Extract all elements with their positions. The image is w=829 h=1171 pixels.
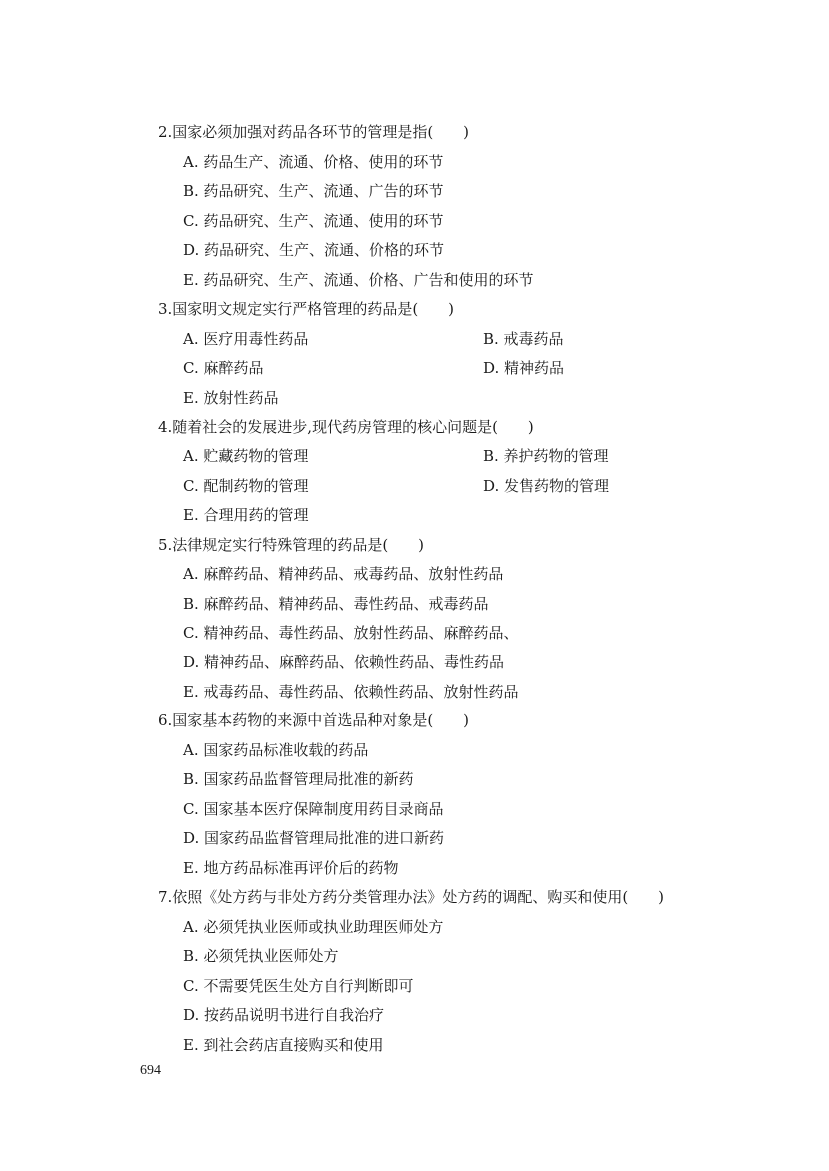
- question-4-option-d: D. 发售药物的管理: [483, 477, 610, 495]
- question-7-stem: 7.依照《处方药与非处方药分类管理办法》处方药的调配、购买和使用( ): [158, 888, 665, 906]
- question-7-option-b: B. 必须凭执业医师处方: [183, 947, 339, 965]
- question-3-option-b: B. 戒毒药品: [483, 330, 564, 348]
- question-4-option-a: A. 贮藏药物的管理: [183, 447, 309, 465]
- question-4-option-b: B. 养护药物的管理: [483, 447, 609, 465]
- question-3-option-d: D. 精神药品: [483, 359, 565, 377]
- question-2-stem: 2.国家必须加强对药品各环节的管理是指( ): [158, 123, 470, 141]
- question-2-option-d: D. 药品研究、生产、流通、价格的环节: [183, 241, 445, 259]
- question-4-stem: 4.随着社会的发展进步,现代药房管理的核心问题是( ): [158, 418, 534, 436]
- question-3-option-c: C. 麻醉药品: [183, 359, 264, 377]
- question-5-stem: 5.法律规定实行特殊管理的药品是( ): [158, 536, 425, 554]
- question-5-option-c: C. 精神药品、毒性药品、放射性药品、麻醉药品、: [183, 624, 519, 642]
- question-6-option-d: D. 国家药品监督管理局批准的进口新药: [183, 829, 445, 847]
- question-7-option-d: D. 按药品说明书进行自我治疗: [183, 1006, 385, 1024]
- question-7-option-c: C. 不需要凭医生处方自行判断即可: [183, 977, 414, 995]
- question-5-option-a: A. 麻醉药品、精神药品、戒毒药品、放射性药品: [183, 565, 504, 583]
- question-5-option-e: E. 戒毒药品、毒性药品、依赖性药品、放射性药品: [183, 683, 519, 701]
- question-5-option-d: D. 精神药品、麻醉药品、依赖性药品、毒性药品: [183, 653, 505, 671]
- question-6-option-a: A. 国家药品标准收载的药品: [183, 741, 369, 759]
- question-4-option-e: E. 合理用药的管理: [183, 506, 309, 524]
- question-6-option-b: B. 国家药品监督管理局批准的新药: [183, 770, 414, 788]
- question-6-stem: 6.国家基本药物的来源中首选品种对象是( ): [158, 711, 470, 729]
- page-number: 694: [140, 1063, 161, 1078]
- question-3-option-a: A. 医疗用毒性药品: [183, 330, 309, 348]
- question-5-option-b: B. 麻醉药品、精神药品、毒性药品、戒毒药品: [183, 595, 489, 613]
- question-3-stem: 3.国家明文规定实行严格管理的药品是( ): [158, 300, 455, 318]
- question-2-option-c: C. 药品研究、生产、流通、使用的环节: [183, 212, 444, 230]
- question-4-option-c: C. 配制药物的管理: [183, 477, 309, 495]
- question-2-option-a: A. 药品生产、流通、价格、使用的环节: [183, 153, 444, 171]
- question-6-option-e: E. 地方药品标准再评价后的药物: [183, 859, 399, 877]
- question-3-option-e: E. 放射性药品: [183, 389, 279, 407]
- question-2-option-e: E. 药品研究、生产、流通、价格、广告和使用的环节: [183, 271, 534, 289]
- question-2-option-b: B. 药品研究、生产、流通、广告的环节: [183, 182, 444, 200]
- question-6-option-c: C. 国家基本医疗保障制度用药目录商品: [183, 800, 444, 818]
- question-7-option-a: A. 必须凭执业医师或执业助理医师处方: [183, 918, 444, 936]
- question-7-option-e: E. 到社会药店直接购买和使用: [183, 1036, 384, 1054]
